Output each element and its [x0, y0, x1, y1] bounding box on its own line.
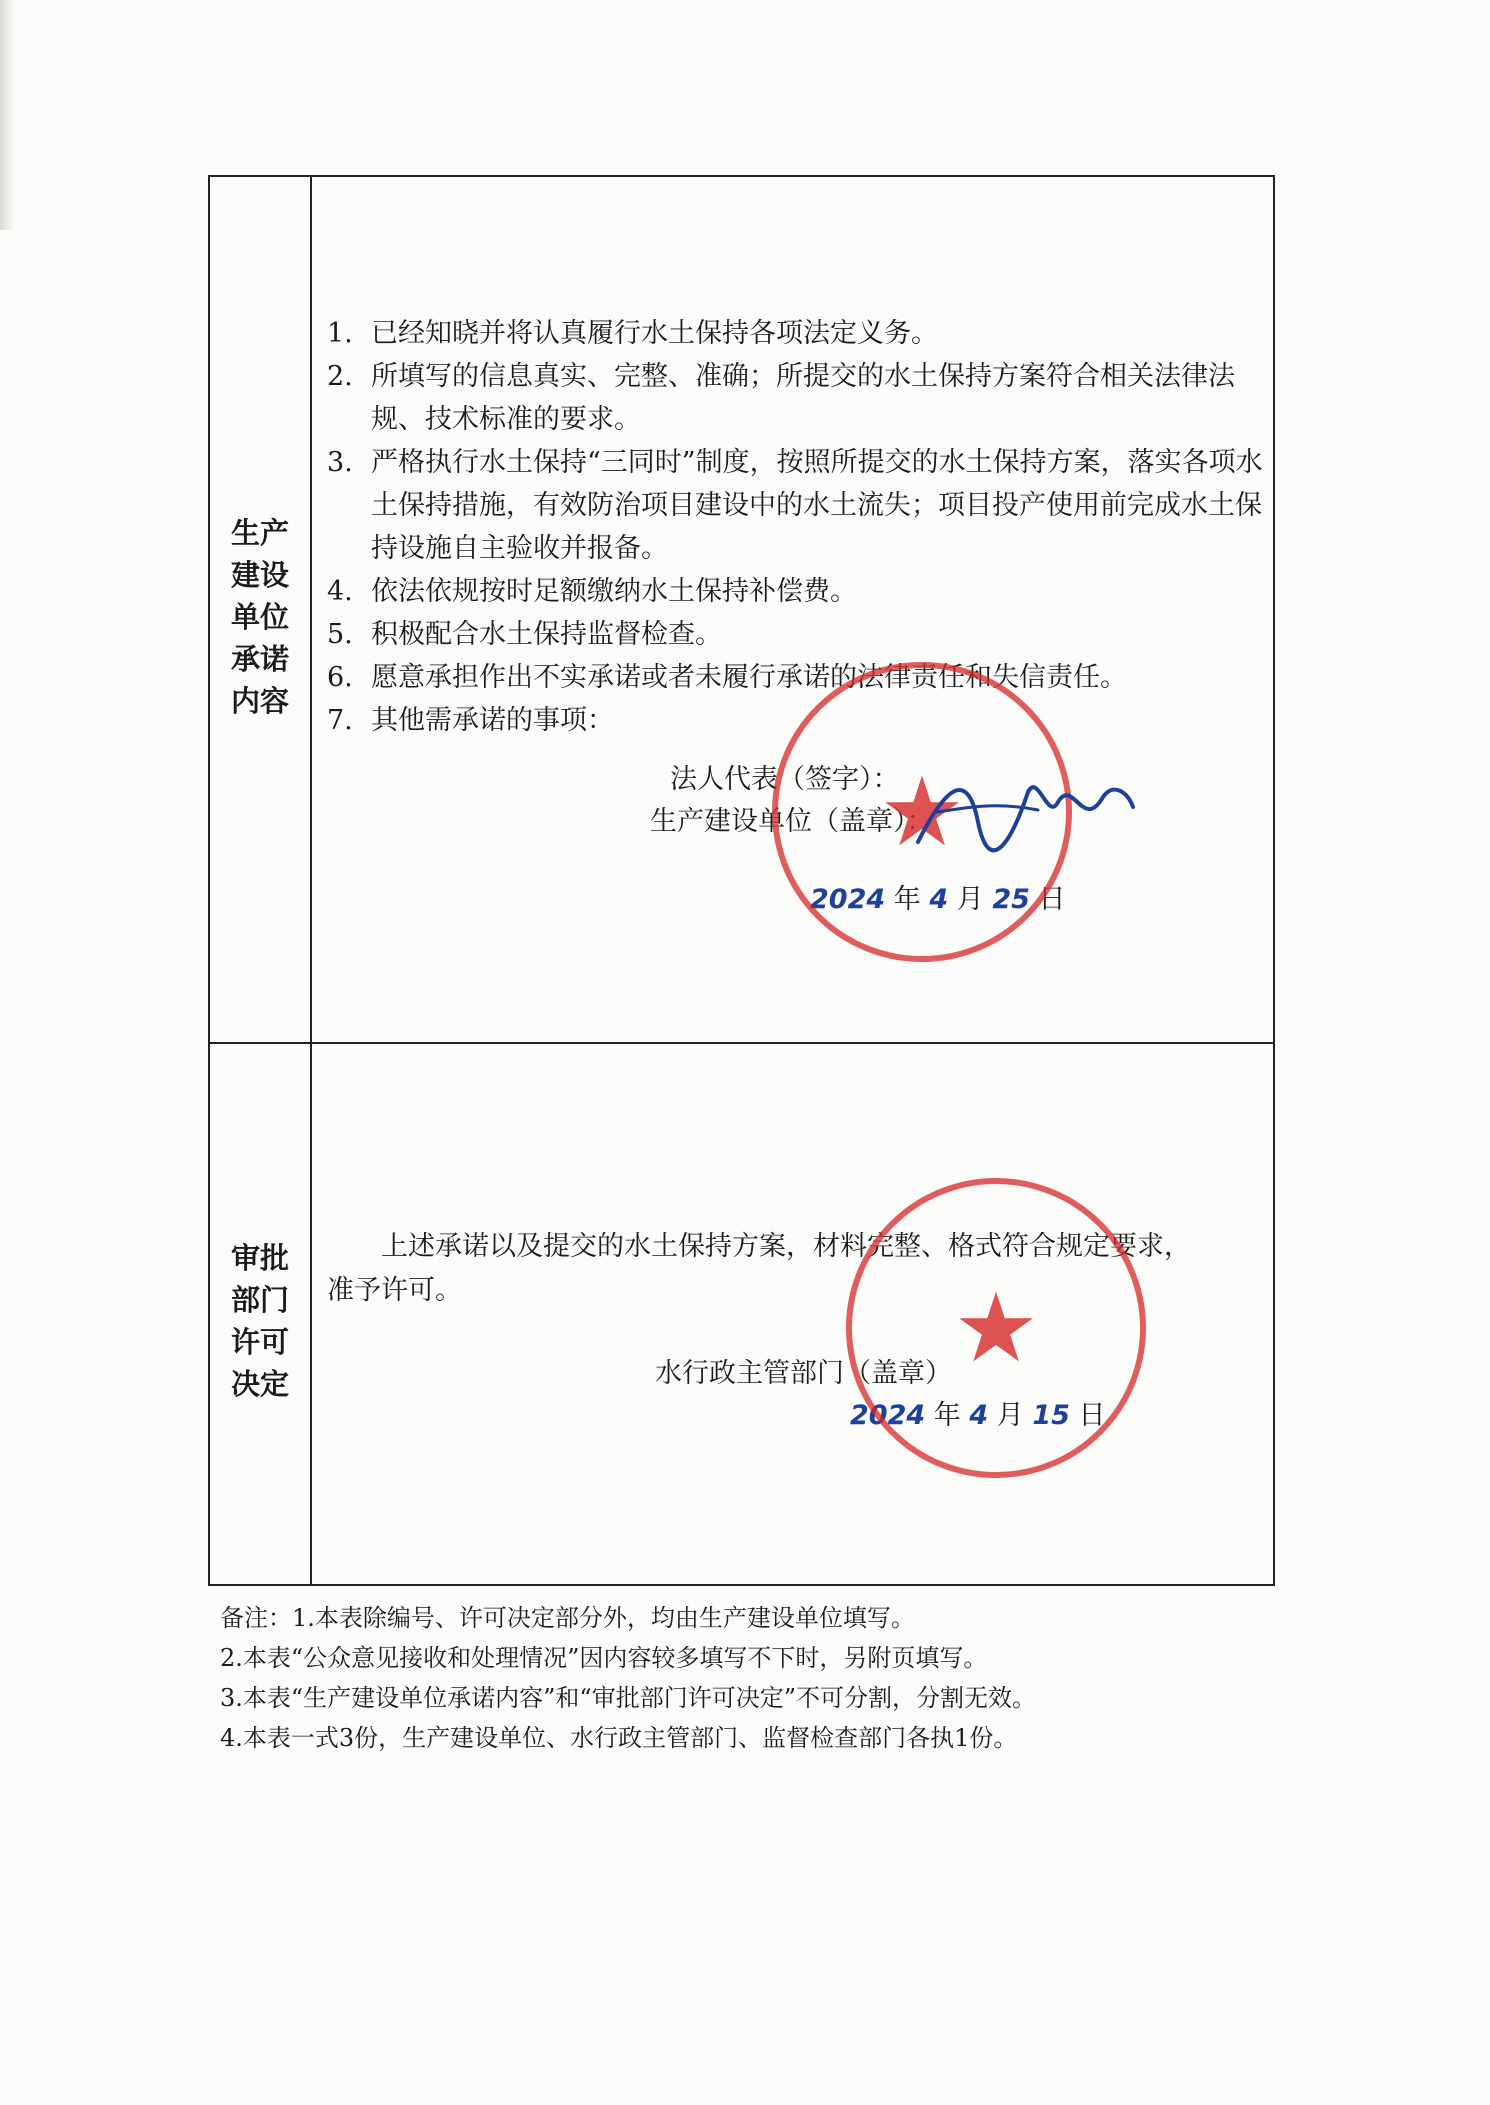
date-year: 2024 — [850, 1400, 926, 1431]
date-year-label: 年 — [893, 884, 921, 915]
item-number: 7. — [327, 705, 353, 736]
seal-star-icon: ★ — [952, 1272, 1040, 1384]
item-text: 严格执行水土保持“三同时”制度，按照所提交的水土保持方案，落实各项水土保持措施，有效防治项目建设中的水土流失；项目投产使用前完成水土保持设施自主验收并报备。 — [371, 447, 1263, 564]
date-month-label: 月 — [996, 1400, 1024, 1431]
department-seal-label: 水行政主管部门（盖章） — [655, 1358, 952, 1389]
list-item — [327, 613, 1267, 656]
note-line: 备注：1.本表除编号、许可决定部分外，均由生产建设单位填写。 — [220, 1604, 915, 1632]
item-text: 所填写的信息真实、完整、准确；所提交的水土保持方案符合相关法律法规、技术标准的要求。 — [371, 361, 1235, 435]
label-line: 部门 — [230, 1283, 289, 1317]
item-text: 愿意承担作出不实承诺或者未履行承诺的法律责任和失信责任。 — [371, 662, 1127, 693]
date-month: 4 — [969, 1400, 989, 1431]
approval-line: 准予许可。 — [327, 1275, 462, 1306]
seal-star-icon: ★ — [878, 756, 966, 868]
item-text: 依法依规按时足额缴纳水土保持补偿费。 — [371, 576, 857, 607]
date-year-label: 年 — [933, 1400, 961, 1431]
label-line: 决定 — [230, 1367, 289, 1401]
item-text: 其他需承诺的事项： — [371, 705, 614, 736]
item-number: 6. — [327, 662, 353, 693]
list-item — [327, 355, 1267, 441]
note-line: 3.本表“生产建设单位承诺内容”和“审批部门许可决定”不可分割，分割无效。 — [220, 1684, 1036, 1712]
notes-block — [220, 1598, 1270, 1758]
approval-section-label — [210, 1237, 310, 1405]
approval-line: 上述承诺以及提交的水土保持方案，材料完整、格式符合规定要求， — [381, 1231, 1191, 1262]
item-text: 已经知晓并将认真履行水土保持各项法定义务。 — [371, 318, 938, 349]
date-month: 4 — [929, 884, 949, 915]
scan-edge-shadow — [0, 0, 14, 230]
note-line: 4.本表一式3份，生产建设单位、水行政主管部门、监督检查部门各执1份。 — [220, 1724, 1018, 1752]
list-item — [327, 570, 1267, 613]
label-line: 许可 — [230, 1325, 289, 1359]
item-number: 4. — [327, 576, 353, 607]
legal-representative-signature-label: 法人代表（签字）： — [670, 764, 900, 795]
row-divider — [210, 1042, 1273, 1044]
label-line: 单位 — [230, 600, 289, 634]
list-item — [327, 656, 1267, 699]
date-day: 15 — [1032, 1400, 1070, 1431]
item-number: 2. — [327, 361, 353, 392]
date-month-label: 月 — [956, 884, 984, 915]
list-item — [327, 441, 1267, 570]
commitment-list — [327, 312, 1267, 742]
label-line: 生产 — [230, 516, 289, 550]
item-number: 1. — [327, 318, 353, 349]
list-item — [327, 312, 1267, 355]
date-day-label: 日 — [1038, 884, 1066, 915]
department-seal-stamp — [846, 1178, 1146, 1478]
date-year: 2024 — [810, 884, 886, 915]
label-line: 内容 — [230, 684, 289, 718]
date-day-label: 日 — [1078, 1400, 1106, 1431]
label-line: 承诺 — [230, 642, 289, 676]
column-divider — [310, 177, 312, 1584]
date-day: 25 — [992, 884, 1030, 915]
label-line: 审批 — [230, 1241, 289, 1275]
unit-seal-label: 生产建设单位（盖章）： — [650, 806, 934, 837]
note-line: 2.本表“公众意见接收和处理情况”因内容较多填写不下时，另附页填写。 — [220, 1644, 988, 1672]
item-number: 3. — [327, 447, 353, 478]
commitment-section-label — [210, 512, 310, 722]
item-number: 5. — [327, 619, 353, 650]
item-text: 积极配合水土保持监督检查。 — [371, 619, 722, 650]
handwritten-signature — [908, 762, 1138, 862]
label-line: 建设 — [230, 558, 289, 592]
